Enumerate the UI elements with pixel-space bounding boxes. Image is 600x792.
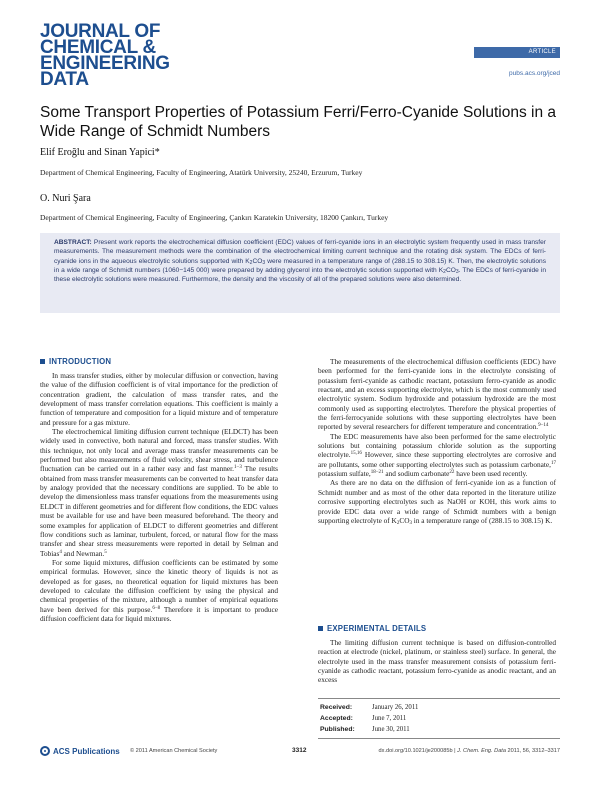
citation-ref[interactable]: 5 <box>104 549 107 555</box>
journal-abbrev: J. Chem. Eng. Data <box>457 748 506 754</box>
experimental-column <box>318 638 556 685</box>
text-run: in a temperature range of (288.15 to 308.15) K. <box>411 515 553 525</box>
experimental-heading <box>318 624 426 633</box>
citation-ref[interactable]: 4 <box>59 549 62 555</box>
citation-ref[interactable]: 9−14 <box>538 423 549 429</box>
date-row <box>318 702 560 713</box>
journal-logo-line: CHEMICAL & <box>40 37 156 58</box>
abstract-box <box>40 233 560 313</box>
text-run: The results obtained from mass transfer measurements can be converted to heat transfer data by analogy provided that the necessary conditions are supplied. To be able to develop the dimensionless mass transfer equations from the measurements using ELDCT in different geometries and for different flow conditions, the EDC values must be available for use and have been measured beforehand. The theory and some examples for application of ELDCT to different geometries and different flow conditions such as laminar, turbulent, forced, or natural flow for the mass transfer and shear stress measurements were reported in detail by Selman and Tobias <box>40 464 279 558</box>
author-line-2: O. Nuri Şara <box>40 193 91 204</box>
section-square-icon <box>318 626 323 631</box>
subscript: 2 <box>249 259 253 266</box>
journal-logo <box>40 21 190 90</box>
citation-ref[interactable]: 22 <box>449 470 455 476</box>
subscript: 2 <box>443 268 446 275</box>
citation-ref[interactable]: 15,16 <box>350 451 362 457</box>
page-number: 3312 <box>292 747 307 754</box>
section-square-icon <box>40 359 45 364</box>
section-heading-text: INTRODUCTION <box>49 357 112 366</box>
paragraph <box>40 427 278 558</box>
paragraph: The limiting diffusion current technique is based on diffusion-controlled reaction at electrode (nickel, platinum, or stainless steel) surface. In general, the electrolyte used in the mass transfer measurement consists of potassium ferri-cyanide as cathodic reactant, potassium ferro-cyanide as anodic reactant, and an excess <box>318 638 556 685</box>
text-run: For some liquid mixtures, diffusion coefficients can be estimated by some empirical formulas. However, since the kinetic theory of liquids is not as developed as for gases, no theoretical equation for liquid mixtures has been developed to calculate the diffusion coefficient by using the physical and chemical properties of the mixture, although a number of empirical equations have been derived for this purpose. <box>40 557 278 614</box>
publisher-name: ACS Publications <box>53 746 120 756</box>
text-run: and Newman. <box>61 548 105 558</box>
introduction-heading <box>40 357 111 366</box>
text-run: CO <box>399 515 410 525</box>
abstract-text: CO <box>252 257 263 265</box>
date-label: Published: <box>320 726 355 733</box>
citation-ref[interactable]: 18−21 <box>370 470 384 476</box>
paragraph <box>318 478 556 525</box>
abstract-text: . The EDCs of ferri-cyanide in these electrolytic solutions were measured. Furthermore, the density and the viscosity of all of the prepared solutions were also determined. <box>54 266 546 284</box>
subscript: 2 <box>396 520 400 526</box>
publication-dates <box>318 698 560 739</box>
paragraph <box>318 357 556 432</box>
citation-footer <box>379 748 560 754</box>
section-heading-text: EXPERIMENTAL DETAILS <box>327 624 427 633</box>
doi-link[interactable]: dx.doi.org/10.1021/je200085b | <box>378 748 456 754</box>
text-run: The EDC measurements have also been performed for the same electrolytic solutions but containing potassium chloride solution as the supporting electrolyte. <box>318 431 556 460</box>
author-line-1: Elif Eroğlu and Sinan Yapici* <box>40 147 160 158</box>
page-footer <box>40 746 560 760</box>
affiliation-1: Department of Chemical Engineering, Faculty of Engineering, Atatürk University, 25240, Erzurum, Turkey <box>40 168 363 177</box>
abstract-text: Present work reports the electrochemical diffusion coefficient (EDC) values of ferri-cyanide ions in an electrolytic system frequently used in mass transfer measurements. The measurement methods were the combination of the electrochemical limiting current technique and the rotating disk system. The EDCs of ferri-cyanide ions in the aqueous electrolytic solutions supported with K <box>54 239 546 265</box>
citation-ref[interactable]: 1−3 <box>234 465 242 471</box>
paragraph: In mass transfer studies, either by molecular diffusion or convection, having the value of the diffusion coefficient is of vital importance for the prediction of concentration gradient, the calculation of mass transfer rates, and the development of mass transfer correlation equations. This coefficient is mainly a function of temperature and composition for a liquid mixture and of temperature and pressure for a gas mixture. <box>40 371 278 427</box>
text-run: However, since these supporting electrolytes are corrosive and are pollutants, some other supporting electrolytes such as potassium carbonate, <box>318 450 556 469</box>
date-row <box>318 724 560 735</box>
journal-url-link[interactable]: pubs.acs.org/jced <box>509 70 560 77</box>
journal-logo-line: JOURNAL OF <box>40 21 161 42</box>
article-type-badge: ARTICLE <box>474 47 560 58</box>
paragraph <box>40 558 278 623</box>
date-label: Received: <box>320 704 353 711</box>
date-value: June 30, 2011 <box>372 726 410 733</box>
abstract-text: CO <box>445 266 456 274</box>
acs-publications-logo <box>40 746 120 756</box>
text-run: and sodium carbonate <box>383 469 450 479</box>
date-row <box>318 713 560 724</box>
volume-pages: 2011, 56, 3312–3317 <box>507 748 560 754</box>
subscript: 3 <box>409 520 412 526</box>
text-run: potassium sulfate, <box>318 469 371 479</box>
right-column <box>318 357 556 525</box>
citation-ref[interactable]: 6−8 <box>152 605 161 611</box>
date-value: June 7, 2011 <box>372 715 407 722</box>
acs-logo-icon <box>40 746 50 756</box>
abstract-label: ABSTRACT: <box>54 239 92 246</box>
article-title: Some Transport Properties of Potassium Ferri/Ferro-Cyanide Solutions in a Wide Range of Schmidt Numbers <box>40 104 557 140</box>
abstract-text: were measured in a temperature range of (288.15 to 308.15) K. Then, the electrolytic solutions in a wide range of Schmidt numbers (1060−145 000) were prepared by adding glycerol into the electrolytic solution supported with K <box>54 257 547 274</box>
subscript: 3 <box>455 268 459 275</box>
text-run: Therefore it is important to produce diffusion coefficient data for liquid mixtures. <box>40 604 278 623</box>
date-value: January 26, 2011 <box>372 704 419 711</box>
paragraph <box>318 432 556 479</box>
text-run: The electrochemical limiting diffusion current technique (ELDCT) has been widely used in convective, both natural and forced, mass transfer studies. With this technique, not only local and average mass transfer measurements can be performed but also measurements of fluid velocity, shear stress, and turbulence fluctuation can be carried out in a rather easy and fast manner. <box>40 427 278 474</box>
citation-ref[interactable]: 17 <box>551 460 556 466</box>
text-run: As there are no data on the diffusion of ferri-cyanide ion as a function of Schmidt number and as most of the other data reported in the literature utilize corrosive supporting electrolytes such as NaOH or KOH, this work aims to provide EDC data over a wide range of Schmidt numbers with a benign supporting electrolyte of K <box>318 478 556 525</box>
text-run: The measurements of the electrochemical diffusion coefficients (EDC) have been performed for the ferri-cyanide ions in the electrolyte consisting of potassium ferri-cyanide as cathodic reactant, potassium ferro-cyanide as anodic reactant, and an excess supporting electrolyte, which is the most commonly used electrolytic system. Sodium hydroxide and potassium hydroxide are the most commonly used as supporting electrolytes. Therefore the physical properties of the ferri-ferrocyanide solutions with these supporting electrolytes have been reported by several researchers for different temperature and concentration. <box>318 357 556 432</box>
subscript: 3 <box>262 259 266 266</box>
copyright-notice: © 2011 American Chemical Society <box>130 748 218 754</box>
journal-logo-line: ENGINEERING <box>40 53 170 74</box>
text-run: have been used recently. <box>454 469 528 479</box>
affiliation-2: Department of Chemical Engineering, Faculty of Engineering, Çankırı Karatekin University, 18200 Çankırı, Turkey <box>40 213 389 222</box>
left-column <box>40 371 278 623</box>
journal-logo-line: DATA <box>40 69 89 90</box>
date-label: Accepted: <box>320 715 353 722</box>
